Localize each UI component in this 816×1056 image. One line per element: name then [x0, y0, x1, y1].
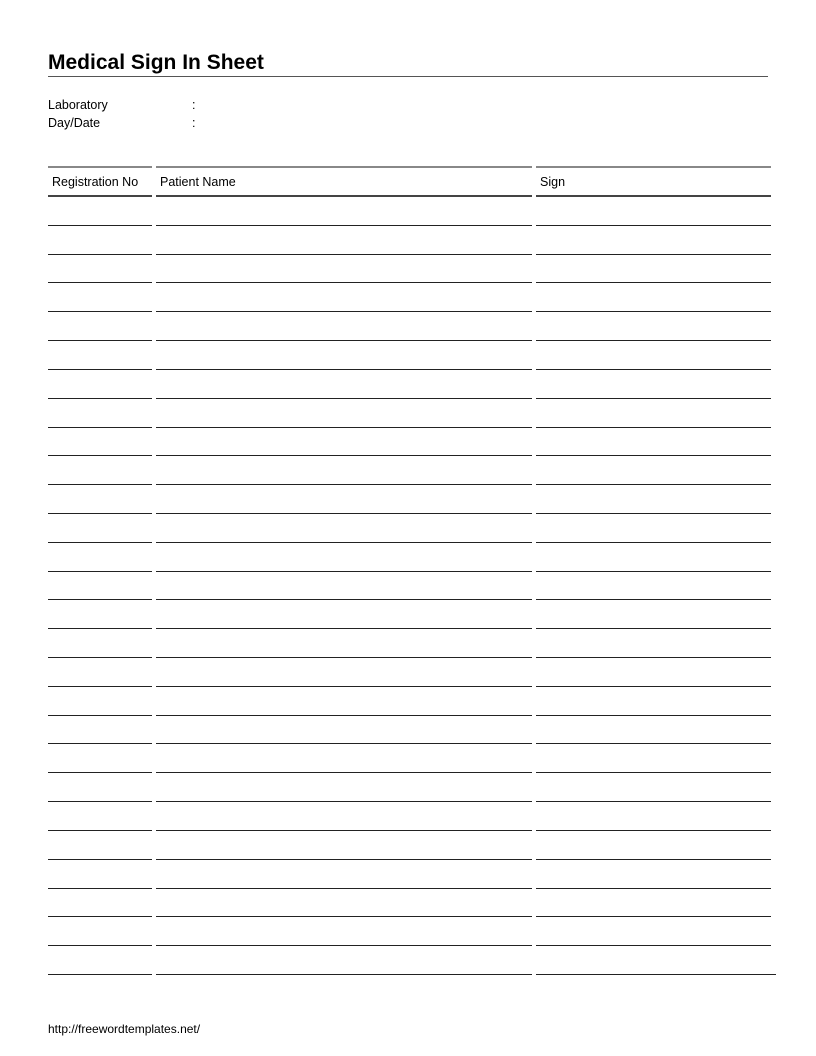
registration-no-cell	[48, 888, 152, 889]
patient-name-cell	[156, 830, 532, 831]
registration-no-cell	[48, 830, 152, 831]
patient-name-cell	[156, 398, 532, 399]
sign-cell	[536, 628, 771, 629]
sign-cell	[536, 398, 771, 399]
patient-name-cell	[156, 282, 532, 283]
patient-name-cell	[156, 801, 532, 802]
patient-name-cell	[156, 945, 532, 946]
sign-cell	[536, 657, 771, 658]
registration-no-cell	[48, 859, 152, 860]
sign-cell	[536, 888, 771, 889]
registration-no-cell	[48, 571, 152, 572]
patient-name-cell	[156, 628, 532, 629]
patient-name-cell	[156, 571, 532, 572]
sign-cell	[536, 311, 771, 312]
sign-cell	[536, 369, 771, 370]
registration-no-cell	[48, 945, 152, 946]
patient-name-cell	[156, 657, 532, 658]
registration-no-cell	[48, 369, 152, 370]
registration-no-cell	[48, 513, 152, 514]
sign-cell	[536, 225, 771, 226]
table-header-rule	[48, 195, 152, 197]
registration-no-cell	[48, 542, 152, 543]
table-top-rule	[48, 166, 152, 168]
registration-no-cell	[48, 916, 152, 917]
registration-no-cell	[48, 427, 152, 428]
sign-cell	[536, 427, 771, 428]
field-separator: :	[192, 98, 196, 112]
patient-name-cell	[156, 715, 532, 716]
title-divider	[48, 76, 768, 77]
sign-cell	[536, 484, 771, 485]
patient-name-cell	[156, 599, 532, 600]
table-top-rule	[536, 166, 771, 168]
registration-no-cell	[48, 225, 152, 226]
patient-name-cell	[156, 455, 532, 456]
registration-no-cell	[48, 686, 152, 687]
registration-no-cell	[48, 657, 152, 658]
registration-no-cell	[48, 398, 152, 399]
table-header-rule	[536, 195, 771, 197]
sign-cell	[536, 542, 771, 543]
patient-name-cell	[156, 513, 532, 514]
patient-name-cell	[156, 225, 532, 226]
patient-name-cell	[156, 916, 532, 917]
patient-name-cell	[156, 888, 532, 889]
patient-name-cell	[156, 484, 532, 485]
field-laboratory	[48, 97, 195, 113]
sign-cell	[536, 282, 771, 283]
patient-name-cell	[156, 686, 532, 687]
sign-cell	[536, 974, 776, 975]
field-day-date	[48, 115, 195, 131]
sign-cell	[536, 513, 771, 514]
registration-no-cell	[48, 743, 152, 744]
sign-cell	[536, 254, 771, 255]
sign-cell	[536, 772, 771, 773]
registration-no-cell	[48, 801, 152, 802]
registration-no-cell	[48, 628, 152, 629]
registration-no-cell	[48, 282, 152, 283]
sign-cell	[536, 830, 771, 831]
sign-cell	[536, 801, 771, 802]
table-header-rule	[156, 195, 532, 197]
page-title: Medical Sign In Sheet	[48, 51, 264, 74]
registration-no-cell	[48, 974, 152, 975]
patient-name-cell	[156, 427, 532, 428]
registration-no-cell	[48, 340, 152, 341]
field-label: Laboratory	[48, 98, 108, 112]
sign-cell	[536, 715, 771, 716]
patient-name-cell	[156, 311, 532, 312]
registration-no-cell	[48, 484, 152, 485]
footer-url: http://freewordtemplates.net/	[48, 1022, 201, 1036]
field-separator: :	[192, 116, 196, 130]
patient-name-cell	[156, 859, 532, 860]
sign-cell	[536, 455, 771, 456]
patient-name-cell	[156, 743, 532, 744]
sign-cell	[536, 686, 771, 687]
patient-name-cell	[156, 772, 532, 773]
sign-cell	[536, 916, 771, 917]
column-header-patient-name: Patient Name	[160, 175, 236, 189]
registration-no-cell	[48, 772, 152, 773]
sign-cell	[536, 945, 771, 946]
patient-name-cell	[156, 542, 532, 543]
sign-cell	[536, 340, 771, 341]
patient-name-cell	[156, 369, 532, 370]
table-top-rule	[156, 166, 532, 168]
patient-name-cell	[156, 974, 532, 975]
column-header-registration-no: Registration No	[52, 175, 139, 189]
patient-name-cell	[156, 340, 532, 341]
sign-cell	[536, 859, 771, 860]
patient-name-cell	[156, 254, 532, 255]
field-label: Day/Date	[48, 116, 101, 130]
registration-no-cell	[48, 311, 152, 312]
sign-cell	[536, 599, 771, 600]
registration-no-cell	[48, 455, 152, 456]
registration-no-cell	[48, 715, 152, 716]
column-header-sign: Sign	[540, 175, 566, 189]
registration-no-cell	[48, 599, 152, 600]
sign-cell	[536, 571, 771, 572]
registration-no-cell	[48, 254, 152, 255]
sign-cell	[536, 743, 771, 744]
